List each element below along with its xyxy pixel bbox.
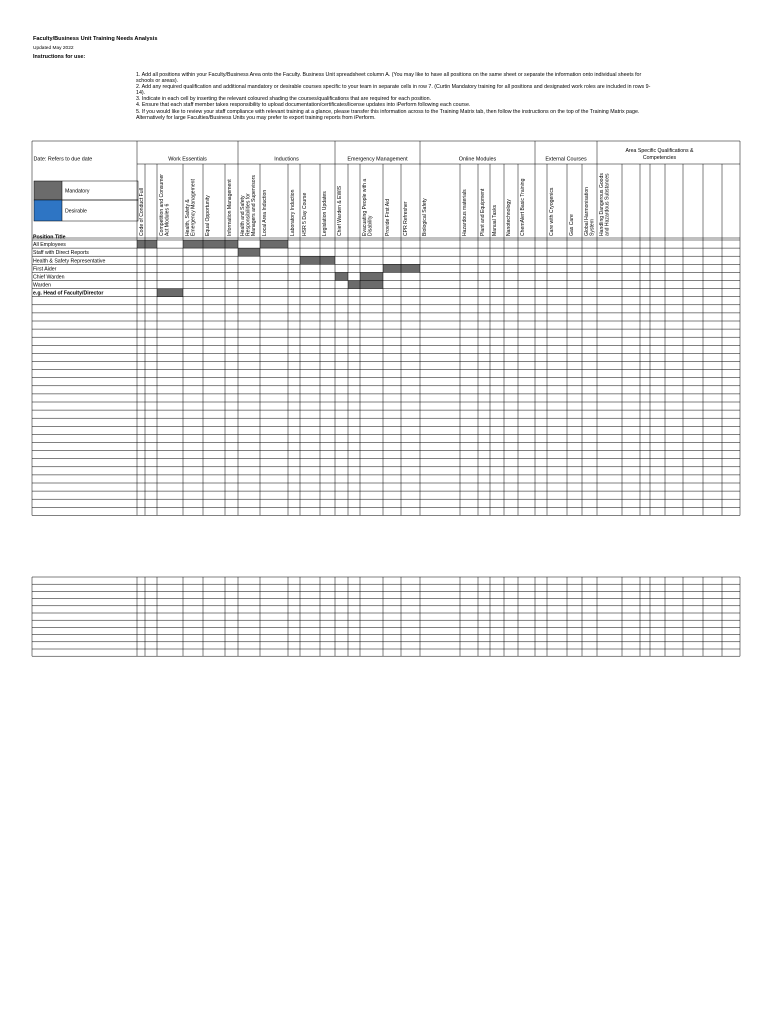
instruction-5: 5. If you would like to review your staff compliance with relevant training at a glance, please transfer this information across to the Training Matrix tab, then follow the instructions on the top of the Training Matrix page. Alternatively for large Faculties/Business Units you may prefer to export training reports from iPerform.: [136, 108, 640, 121]
mandatory-cell: [401, 264, 420, 272]
group-header: External Courses: [545, 156, 587, 163]
mandatory-cell: [225, 240, 238, 248]
course-header: Competition and ConsumerAct Modules 6: [159, 173, 171, 236]
mandatory-cell: [183, 240, 203, 248]
mandatory-cell: [360, 281, 383, 289]
course-header: HSR 5 Day Course: [302, 192, 308, 236]
course-header: Global HarmonisationSystem: [584, 187, 596, 236]
course-header: Gas Care: [569, 214, 575, 236]
date-label: Date: Refers to due date: [33, 156, 93, 163]
position-title-label: Position Title: [33, 234, 66, 241]
mandatory-cell: [320, 256, 335, 264]
course-header: Nanotechnology: [506, 199, 512, 236]
course-header: Code of Conduct Full: [139, 188, 145, 236]
course-header: ChemAlert Basic Training: [520, 178, 526, 236]
course-header: Health, Safety &Emergency Management: [185, 179, 197, 236]
mandatory-cell: [360, 272, 383, 280]
mandatory-cell: [137, 240, 145, 248]
group-header: Area Specific Qualifications & Competencies: [625, 148, 694, 161]
course-header: Plant and Equipment: [480, 188, 486, 236]
course-header: Handling Dangerous Goodsand Hazardous Substances: [599, 173, 611, 236]
course-header: Legislation Updates: [322, 191, 328, 236]
course-header: Care with Cryogenics: [549, 187, 555, 236]
course-header: Chief Warden & EWIS: [337, 185, 343, 236]
course-header: Manual Tasks: [492, 204, 498, 236]
document-title: Faculty/Business Unit Training Needs Analysis: [33, 36, 158, 42]
course-header: Provide First Aid: [385, 198, 391, 236]
instruction-4: 4. Ensure that each staff member takes responsibility to upload documentation/certificates/license updates into iPerform following each course.: [136, 102, 471, 109]
legend-label: Mandatory: [65, 188, 90, 195]
position-name: First Aider: [33, 266, 57, 273]
course-header: Laboratory Induction: [290, 189, 296, 236]
mandatory-cell: [145, 240, 157, 248]
mandatory-cell: [260, 240, 288, 248]
instruction-3: 3. Indicate in each cell by inserting the relevant coloured shading the courses/qualifications that are required for each position.: [136, 96, 432, 103]
mandatory-cell: [348, 281, 360, 289]
group-header: Work Essentials: [168, 156, 207, 163]
position-name: Health & Safety Representative: [33, 258, 106, 265]
position-name: All Employees: [33, 242, 66, 249]
course-header: Equal Opportunity: [205, 195, 211, 236]
group-header: Online Modules: [458, 156, 497, 163]
legend-label: Desirable: [65, 208, 87, 215]
mandatory-cell: [203, 240, 225, 248]
group-header: Emergency Management: [347, 156, 408, 163]
course-header: Evacuating People with aDisability: [362, 178, 374, 236]
position-name: e.g. Head of Faculty/Director: [33, 290, 104, 297]
mandatory-cell: [238, 248, 260, 256]
course-header: Local Area Induction: [262, 189, 268, 236]
updated-date: Updated May 2022: [33, 46, 74, 51]
mandatory-cell: [335, 272, 348, 280]
instruction-2: 2. Add any required qualification and additional mandatory or desirable courses specific to your team in separate cells in row 7. (Curtin Mandatory training for all positions and designated work roles are included in rows 9-14).: [136, 84, 651, 97]
position-name: Staff with Direct Reports: [33, 250, 89, 257]
mandatory-cell: [383, 264, 401, 272]
course-header: Health and SafetyResponsibilities forManagers and Supervisors: [240, 175, 258, 236]
mandatory-cell: [300, 256, 320, 264]
group-header: Inductions: [274, 156, 299, 163]
course-header: CPR Refresher: [403, 201, 409, 236]
legend-swatch: [34, 181, 62, 200]
instructions-heading: Instructions for use:: [33, 54, 86, 60]
course-header: Hazardous materials: [462, 189, 468, 236]
course-header: Biological Safety: [422, 198, 428, 236]
position-name: Chief Warden: [33, 274, 65, 281]
mandatory-cell: [157, 289, 183, 297]
position-name: Warden: [33, 282, 51, 289]
legend-swatch: [34, 200, 62, 221]
instruction-1: 1. Add all positions within your Faculty/Business Area onto the Faculty. Business Unit spreadsheet column A. (You may like to have all positions on the same sheet or separate the information onto individual sheets for schools or areas).: [136, 72, 642, 85]
course-header: Information Management: [227, 179, 233, 236]
